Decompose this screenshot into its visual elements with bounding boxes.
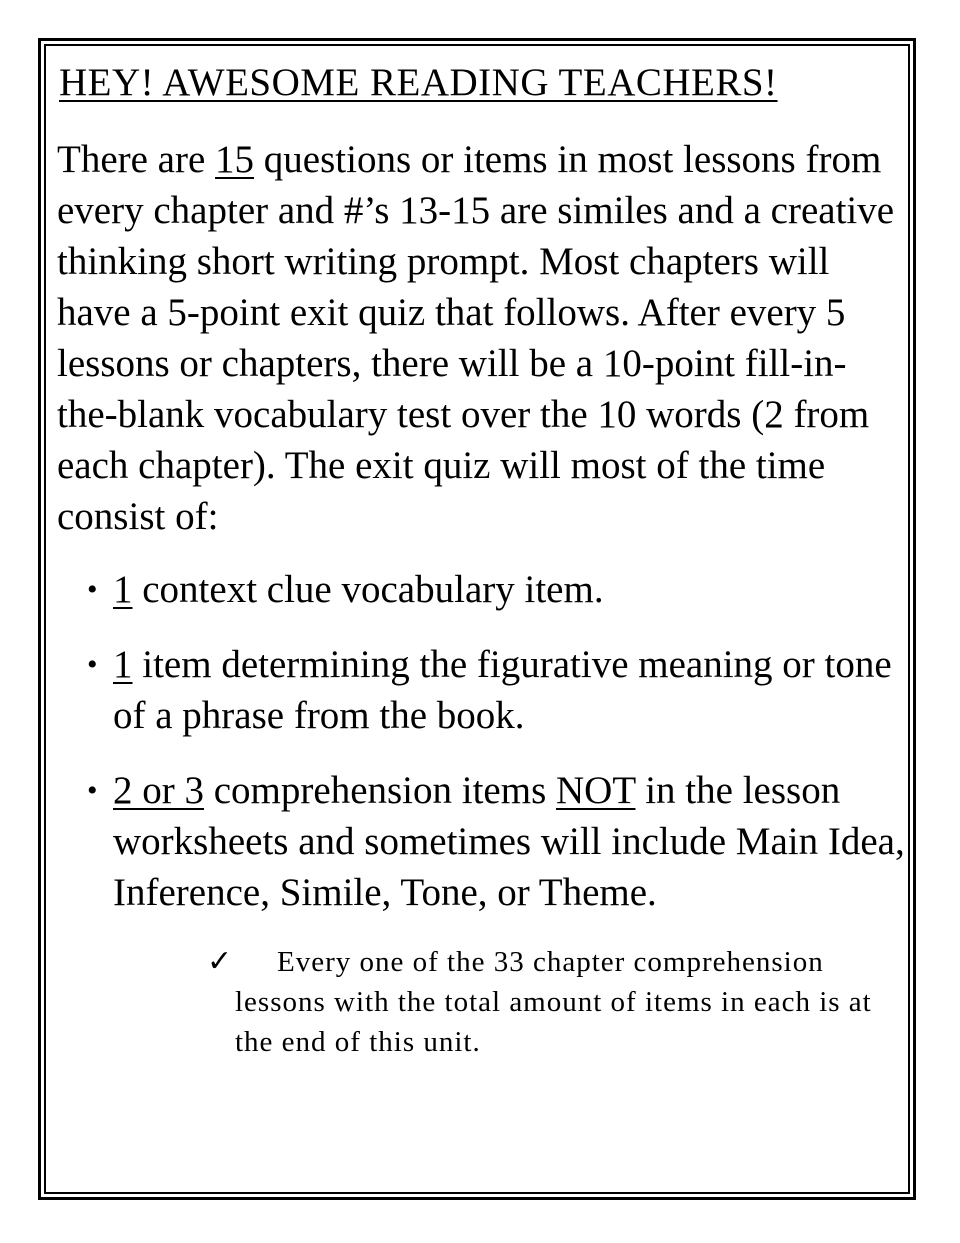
- intro-text-rest: questions or items in most lessons from every chapter and #’s 13-15 are similes and a creative thinking short writing prompt. Most chapters will have a 5-point exit quiz that follows. After every 5 lessons or chapters, there will be a 10-point fill-in-the-blank vocabulary test over the 10 words (2 from each chapter). The exit quiz will most of the time consist of:: [57, 138, 895, 538]
- list-item: [57, 564, 907, 615]
- page-heading: HEY! AWESOME READING TEACHERS!: [59, 61, 778, 104]
- item-count: 1: [113, 568, 133, 611]
- checkmark-icon: ✓: [207, 944, 234, 979]
- bullet-icon: •: [87, 573, 98, 606]
- item-text-b: in the lesson worksheets and sometimes will include Main Idea, Inference, Simile, Tone, or Theme.: [113, 769, 905, 914]
- item-text: item determining the figurative meaning or tone of a phrase from the book.: [113, 643, 892, 737]
- bullet-icon: •: [87, 774, 98, 807]
- unit-note: [207, 942, 915, 1062]
- intro-text-start: There are: [57, 138, 216, 181]
- item-count: 2 or 3: [113, 769, 204, 812]
- bullet-icon: •: [87, 648, 98, 681]
- item-count: 1: [113, 643, 133, 686]
- intro-paragraph: [57, 134, 905, 542]
- list-item: [57, 639, 907, 741]
- quiz-contents-list: [57, 564, 907, 918]
- document-body: [57, 58, 907, 1062]
- questions-count: 15: [215, 138, 255, 181]
- item-text-a: comprehension items: [204, 769, 557, 812]
- note-text: Every one of the 33 chapter comprehension lessons with the total amount of items in each is at the end of this unit.: [235, 946, 872, 1058]
- list-item: [57, 765, 907, 918]
- item-emphasis: NOT: [556, 769, 636, 812]
- item-text: context clue vocabulary item.: [132, 568, 604, 611]
